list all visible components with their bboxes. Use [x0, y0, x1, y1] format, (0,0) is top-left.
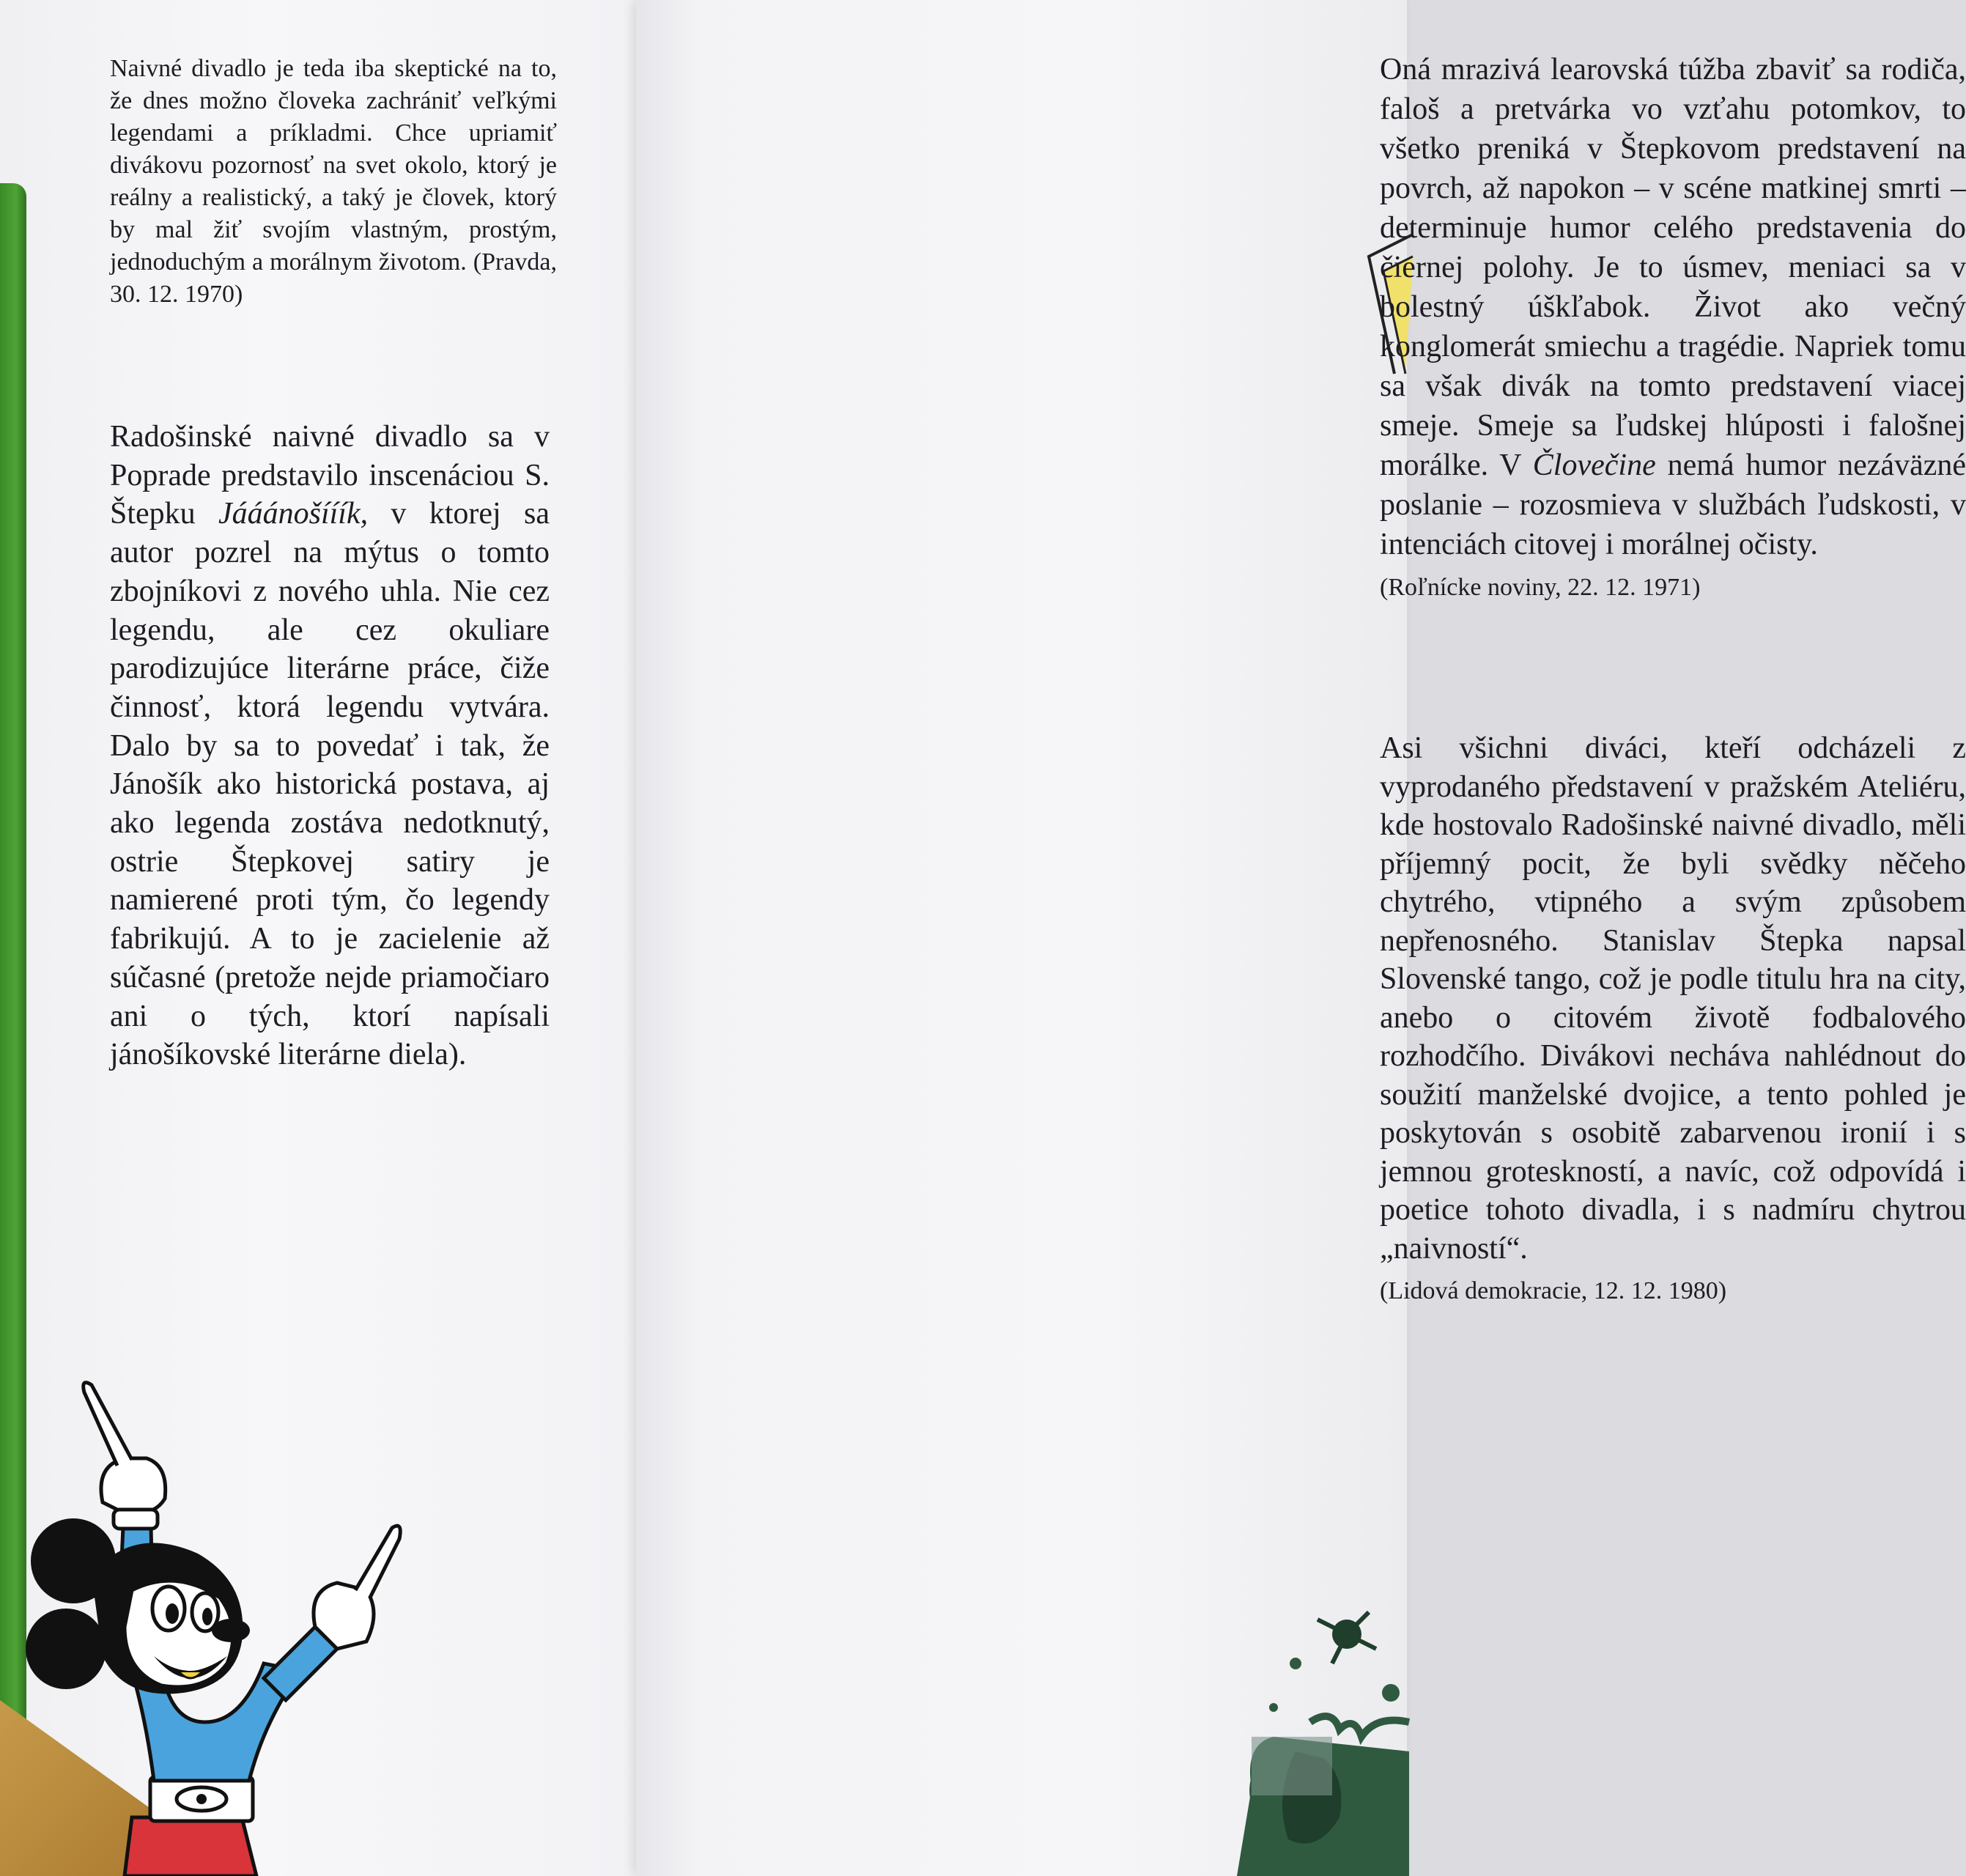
clovecina-review [1380, 50, 1966, 604]
janosik-review [110, 418, 550, 1074]
intro-quote-text: Naivné divadlo je teda iba skeptické na to, že dnes možno človeka zachrániť veľkými legendami a príkladmi. Chce upriamiť divákovu pozornosť na svet okolo, ktorý je reálny a realistický, a taký je človek, ktorý by mal žiť svojím vlastným, prostým, jednoduchým a morálnym životom. (Pravda, 30. 12. 1970) [110, 55, 557, 308]
clovecina-review-lead: Oná mrazivá learovská túžba zbaviť sa rodiča, faloš a pretvárka vo vzťahu potomkov, to všetko preniká v Štepkovom predstavení na povrch, až napokon – v scéne matkinej smrti – determinuje humor celého predstavenia do čiernej polohy. Je to úsmev, meniaci sa v bolestný úškľabok. Život ako večný konglomerát smiechu a tragédie. Napriek tomu sa však divák na tomto predstavení viacej smeje. Smeje sa ľudskej hlúposti i falošnej morálke. V [1380, 53, 1966, 482]
left-page [0, 0, 645, 1876]
intro-quote-block [110, 53, 557, 311]
play-title-janosik: Jááánošííík, [218, 497, 369, 531]
slovenske-tango-review-text: Asi všichni diváci, kteří odcházeli z vyprodaného představení v pražském Ateliéru, kde hostovalo Radošinské naivné divadlo, měli příjemný pocit, že byli svědky něčeho chytrého, vtipného a svým způsobem nepřenosného. Stanislav Štepka napsal Slovenské tango, což je podle titulu hra na city, anebo o citovém životě fodbalového rozhodčího. Divákovi necháva nahlédnout do soužití manželské dvojice, a tento pohled je poskytován s osobitě zabarvenou ironií i s jemnou groteskností, a navíc, což odpovídá i poetice tohoto divadla, i s nadmíru chytrou „naivností“. [1380, 731, 1966, 1266]
right-page [636, 0, 1966, 1876]
ink-splash-icon [1230, 1473, 1409, 1876]
janosik-review-text [110, 418, 550, 1074]
mickey-mouse-cartoon-icon [22, 1378, 432, 1876]
clovecina-review-body: nemá humor nezáväzné poslanie – rozosmieva v službách ľudskosti, v intenciách citovej i morálnej očisty. [1380, 448, 1966, 561]
janosik-review-body: v ktorej sa autor pozrel na mýtus o tomto zbojníkovi z nového uhla. Nie cez legendu, ale cez okuliare parodizujúce literárne práce, čiže činnosť, ktorá legendu vytvára. Dalo by sa to povedať i tak, že Jánošík ako historická postava, aj ako legenda zostáva nedotknutý, ostrie Štepkovej satiry je namierené proti tým, čo legendy fabrikujú. A to je zacielenie až súčasné (pretože nejde priamočiaro ani o tých, ktorí napísali jánošíkovské literárne diela). [110, 497, 550, 1072]
slovenske-tango-review [1380, 729, 1966, 1307]
play-title-clovecina: Človečine [1532, 448, 1656, 482]
clovecina-review-text [1380, 50, 1966, 564]
clovecina-source: (Roľnícke noviny, 22. 12. 1971) [1380, 574, 1701, 601]
slovenske-tango-source: (Lidová demokracie, 12. 12. 1980) [1380, 1277, 1727, 1304]
janosik-review-lead: Radošinské naivné divadlo sa v Poprade predstavilo inscenáciou S. Štepku [110, 420, 550, 531]
